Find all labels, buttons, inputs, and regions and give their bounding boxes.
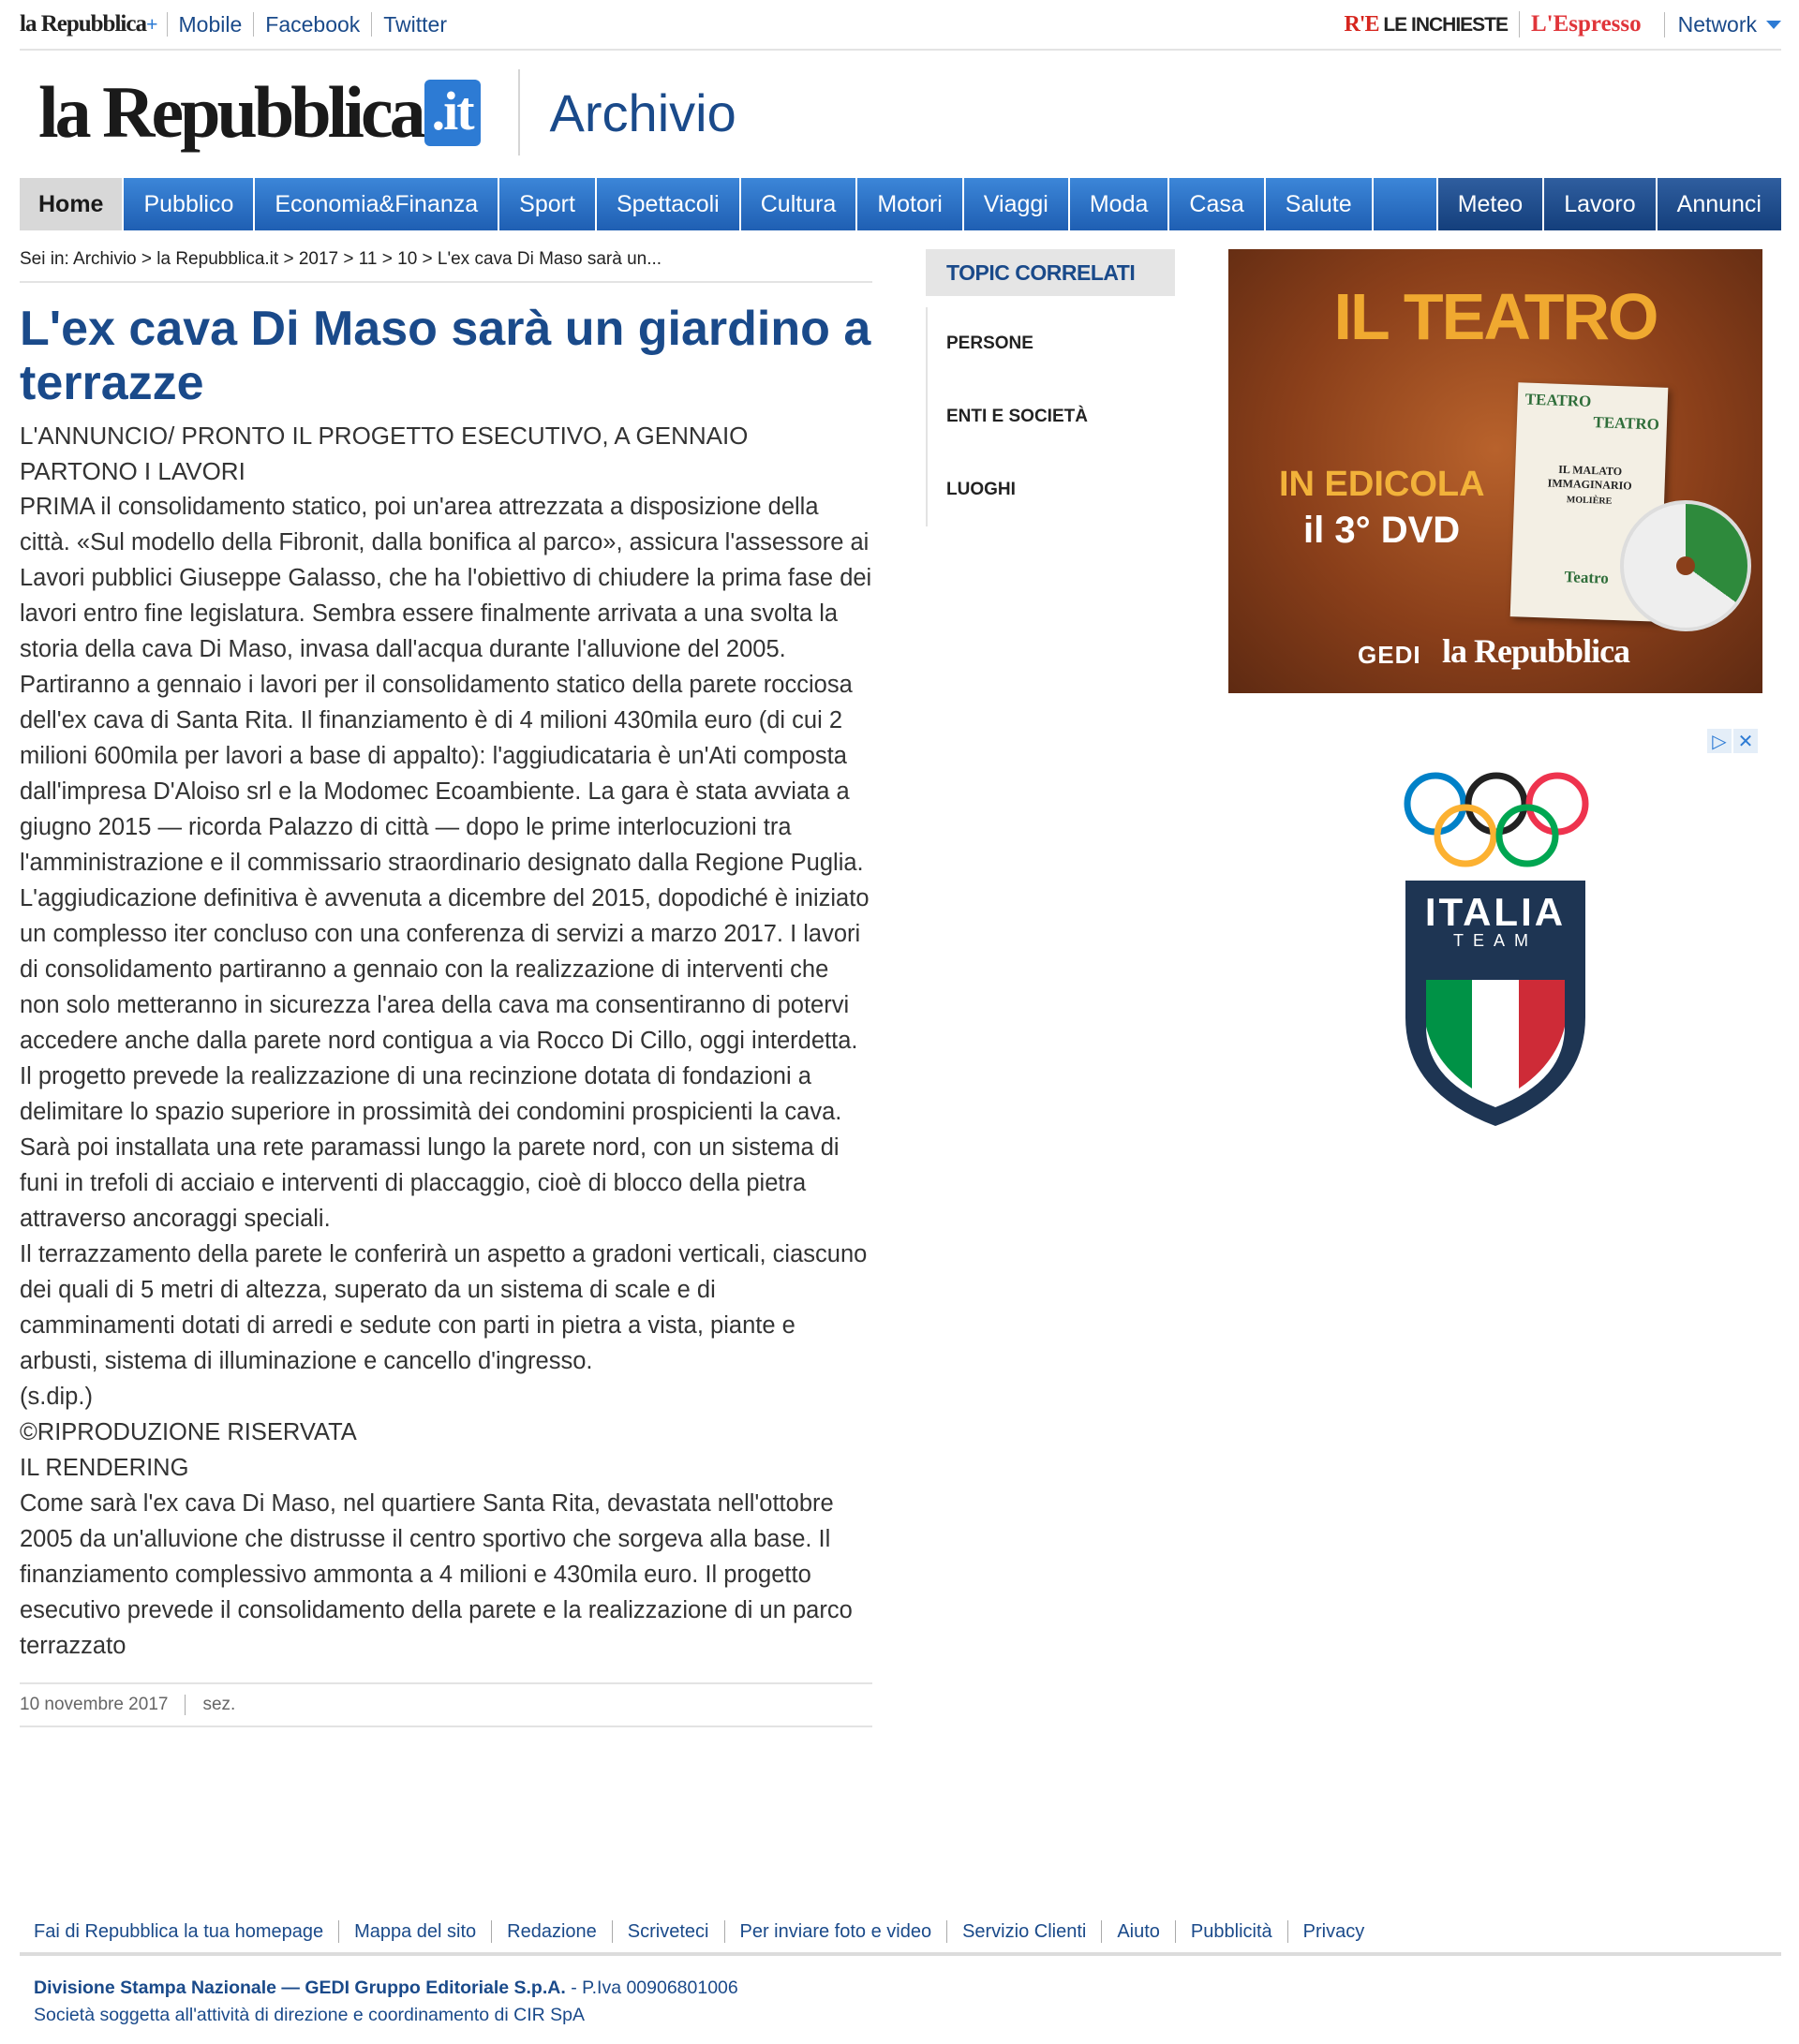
chevron-down-icon	[1766, 21, 1781, 29]
nav-motori[interactable]: Motori	[857, 178, 963, 230]
nav-annunci[interactable]: Annunci	[1658, 178, 1781, 230]
book-cover: TEATRO TEATRO IL MALATO IMMAGINARIO MOLIÈRE Teatro	[1510, 382, 1669, 621]
olympic-rings-icon	[1398, 768, 1595, 881]
article-paragraph: PRIMA il consolidamento statico, poi un'area attrezzata a disposizione della città. «Sul modello della Fibronit, dalla bonifica al parco», assicura l'assessore ai Lavori pubblici Giuseppe Galasso, che ha l'obiettivo di chiudere la prima fase dei lavori entro fine legislatura. Sembra essere finalmente arrivata a una svolta la storia della cava Di Maso, invasa dall'acqua durante l'alluvione del 2005.	[20, 494, 872, 662]
related-topics	[926, 249, 1175, 526]
footer-link-pubblicita[interactable]: Pubblicità	[1175, 1920, 1287, 1943]
nav-moda[interactable]: Moda	[1070, 178, 1170, 230]
footer-link-aiuto[interactable]: Aiuto	[1101, 1920, 1175, 1943]
nav-lavoro[interactable]: Lavoro	[1544, 178, 1657, 230]
section-title[interactable]: Archivio	[549, 82, 736, 142]
company-name: Divisione Stampa Nazionale — GEDI Gruppo Editoriale S.p.A.	[34, 1977, 566, 1998]
team-text: TEAM	[1452, 931, 1538, 950]
top-bar	[20, 0, 1781, 51]
article-title: L'ex cava Di Maso sarà un giardino a terrazze	[20, 302, 871, 410]
main-nav	[20, 178, 1781, 230]
breadcrumb[interactable]: Sei in: Archivio > la Repubblica.it > 2017 > 11 > 10 > L'ex cava Di Maso sarà un...	[20, 249, 872, 283]
footer-links	[20, 1911, 1781, 1956]
article-subtitle: L'ANNUNCIO/ PRONTO IL PROGETTO ESECUTIVO, A GENNAIO PARTONO I LAVORI	[20, 422, 749, 485]
ad-repubblica-logo: la Repubblica	[1442, 632, 1630, 670]
article-signature: (s.dip.)	[20, 1384, 93, 1410]
masthead	[20, 56, 1781, 169]
footer-company-info	[34, 1975, 738, 2029]
footer-link-servizio-clienti[interactable]: Servizio Clienti	[946, 1920, 1101, 1943]
gedi-logo: GEDI	[1358, 641, 1421, 669]
article-paragraph: Il terrazzamento della parete le conferirà un aspetto a gradoni verticali, ciascuno dei quali di 5 metri di altezza, superato da un sistema di scale e di camminamenti dotati di arredi e sedute con parti in pietra a vista, piante e arbusti, sistema di illuminazione e cancello d'ingresso.	[20, 1241, 868, 1374]
nav-spacer	[1374, 178, 1438, 230]
company-piva: - P.Iva 00906801006	[565, 1977, 738, 1998]
article-date: 10 novembre 2017	[20, 1695, 186, 1715]
rendering-heading: IL RENDERING	[20, 1455, 189, 1481]
mobile-link[interactable]: Mobile	[167, 12, 254, 37]
nav-sport[interactable]: Sport	[499, 178, 597, 230]
company-control: Società soggetta all'attività di direzione e coordinamento di CIR SpA	[34, 2005, 585, 2025]
ad-edicola-text: IN EDICOLA	[1279, 465, 1485, 504]
nav-viaggi[interactable]: Viaggi	[964, 178, 1070, 230]
italia-team-ad[interactable]	[1402, 877, 1589, 1130]
article-column	[20, 249, 872, 1727]
ad-dvd-text: il 3° DVD	[1303, 510, 1461, 551]
nav-pubblico[interactable]: Pubblico	[124, 178, 255, 230]
adchoices-icon[interactable]: ▷	[1707, 729, 1732, 753]
nav-spettacoli[interactable]: Spettacoli	[597, 178, 741, 230]
ad-choices[interactable]	[1707, 729, 1758, 753]
repubblica-plus-logo[interactable]: la Repubblica+	[20, 11, 157, 37]
nav-economia-finanza[interactable]: Economia&Finanza	[255, 178, 499, 230]
network-dropdown[interactable]: Network	[1664, 12, 1781, 37]
re-inchieste-logo[interactable]: R'E LE INCHIESTE	[1344, 11, 1508, 37]
article-paragraph: Il progetto prevede la realizzazione di una recinzione dotata di fondazioni a delimitare lo spazio superiore in prossimità dei condomini prospicienti la cava. Sarà poi installata una rete paramassi lungo la parete nord, con un sistema di funi in trefoli di acciaio e interventi di placcaggio, cioè di blocco della pietra attraverso ancoraggi speciali.	[20, 1063, 842, 1232]
twitter-link[interactable]: Twitter	[371, 12, 458, 37]
espresso-logo[interactable]: L'Espresso	[1519, 11, 1664, 37]
copyright-notice: ©RIPRODUZIONE RISERVATA	[20, 1419, 357, 1445]
footer-link-redazione[interactable]: Redazione	[491, 1920, 612, 1943]
nav-home[interactable]: Home	[20, 178, 124, 230]
article-section[interactable]: sez.	[202, 1695, 236, 1714]
nav-meteo[interactable]: Meteo	[1438, 178, 1544, 230]
footer-link-scriveteci[interactable]: Scriveteci	[612, 1920, 724, 1943]
topic-luoghi[interactable]: LUOGHI	[946, 480, 1016, 499]
close-icon[interactable]: ✕	[1733, 729, 1758, 753]
nav-casa[interactable]: Casa	[1169, 178, 1265, 230]
footer-link-privacy[interactable]: Privacy	[1287, 1920, 1380, 1943]
dvd-disc-icon	[1620, 500, 1751, 631]
footer-link-foto-video[interactable]: Per inviare foto e video	[724, 1920, 947, 1943]
topic-persone[interactable]: PERSONE	[946, 333, 1033, 353]
teatro-dvd-ad[interactable]	[1228, 249, 1762, 693]
nav-cultura[interactable]: Cultura	[741, 178, 858, 230]
article-paragraph: Come sarà l'ex cava Di Maso, nel quartiere Santa Rita, devastata nell'ottobre 2005 da un'alluvione che distrusse il centro sportivo che sorgeva alla base. Il finanziamento complessivo ammonta a 4 milioni e 430mila euro. Il progetto esecutivo prevede il consolidamento della parete e la realizzazione di un parco terrazzato	[20, 1490, 853, 1659]
article-meta	[20, 1682, 872, 1727]
related-topics-title: TOPIC CORRELATI	[926, 249, 1175, 296]
facebook-link[interactable]: Facebook	[253, 12, 371, 37]
italia-text: ITALIA	[1424, 890, 1567, 934]
ad-teatro-title: IL TEATRO	[1333, 280, 1658, 353]
nav-salute[interactable]: Salute	[1266, 178, 1374, 230]
footer-link-homepage[interactable]: Fai di Repubblica la tua homepage	[34, 1921, 324, 1942]
article-paragraph: Partiranno a gennaio i lavori per il consolidamento statico della parete rocciosa dell'ex cava di Santa Rita. Il finanziamento è di 4 milioni 430mila euro (di cui 2 milioni 600mila per lavori a base di appalto): l'aggiudicataria è un'Ati composta dall'impresa D'Aloiso srl e la Modomec Ecoambiente. La gara è stata avviata a giugno 2015 — ricorda Palazzo di città — dopo le prime interlocuzioni tra l'amministrazione e il commissario straordinario designato dalla Regione Puglia. L'aggiudicazione definitiva è avvenuta a dicembre del 2015, dopodiché è iniziato un complesso iter concluso con una conferenza di servizi a marzo 2017. I lavori di consolidamento partiranno a gennaio con la realizzazione di interventi che non solo metteranno in sicurezza l'area della cava ma consentiranno di potervi accedere anche dalla parete nord contigua a via Rocco Di Cillo, oggi interdetta.	[20, 672, 870, 1054]
masthead-divider	[518, 69, 520, 156]
repubblica-logo[interactable]: la Repubblica .it	[38, 70, 481, 155]
footer-link-sitemap[interactable]: Mappa del sito	[338, 1920, 491, 1943]
topic-enti-societa[interactable]: ENTI E SOCIETÀ	[946, 407, 1088, 426]
